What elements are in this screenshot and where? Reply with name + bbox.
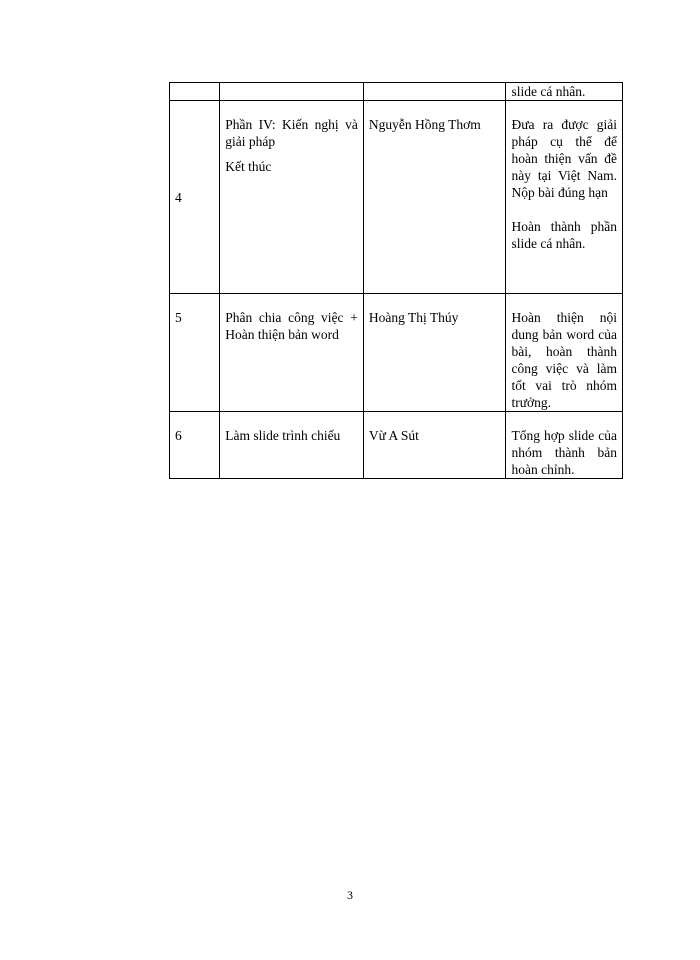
task-text: Phần IV: Kiến nghị và giải pháp xyxy=(225,117,358,149)
member-cell: Vừ A Sút xyxy=(363,412,506,479)
result-text: slide cá nhân. xyxy=(511,84,586,99)
task-cell xyxy=(220,101,364,294)
row-number-cell xyxy=(170,83,220,101)
member-cell: Nguyễn Hồng Thơm xyxy=(363,101,506,294)
result-cell xyxy=(506,412,623,479)
result-cell xyxy=(506,294,623,412)
table-row xyxy=(170,412,623,479)
task-cell xyxy=(220,412,364,479)
row-number-cell: 6 xyxy=(170,412,220,479)
result-cell xyxy=(506,101,623,294)
table-row xyxy=(170,294,623,412)
table-row xyxy=(170,101,623,294)
task-text: Phân chia công việc + Hoàn thiện bản word xyxy=(225,310,358,342)
row-number-cell: 4 xyxy=(170,101,220,294)
table-row xyxy=(170,83,623,101)
result-text: Đưa ra được giải pháp cụ thể để hoàn thiện vấn đề này tại Việt Nam. Nộp bài đúng hạn xyxy=(511,117,617,200)
member-cell: Hoàng Thị Thúy xyxy=(363,294,506,412)
task-cell xyxy=(220,294,364,412)
task-text: Kết thúc xyxy=(225,159,272,174)
page-number: 3 xyxy=(347,888,353,902)
result-text: Tổng hợp slide của nhóm thành bản hoàn chỉnh. xyxy=(511,428,617,477)
result-text: Hoàn thiện nội dung bản word của bài, hoàn thành công việc và làm tốt vai trò nhóm trưởng. xyxy=(511,310,617,410)
row-number-cell: 5 xyxy=(170,294,220,412)
task-assignment-table xyxy=(169,82,623,479)
task-cell xyxy=(220,83,364,101)
result-cell xyxy=(506,83,623,101)
result-text: Hoàn thành phần slide cá nhân. xyxy=(511,219,617,251)
task-text: Làm slide trình chiếu xyxy=(225,428,341,443)
member-cell xyxy=(363,83,506,101)
